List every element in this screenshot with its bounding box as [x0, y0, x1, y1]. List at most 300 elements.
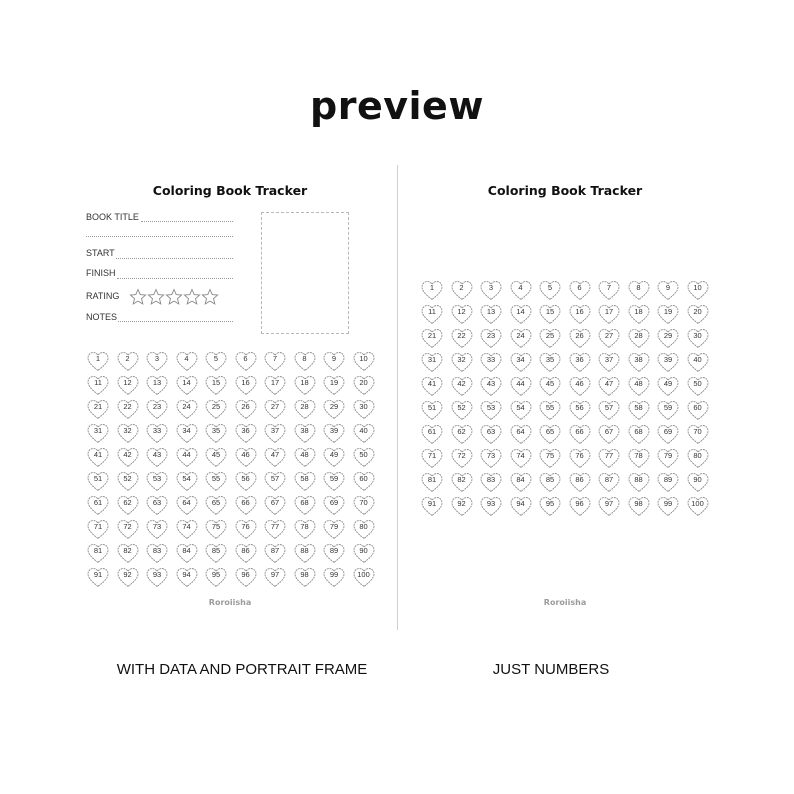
heart-number: 88	[300, 546, 309, 555]
heart-outline-icon	[420, 351, 444, 373]
heart-number: 93	[152, 570, 162, 579]
rating-label: RATING	[86, 291, 120, 301]
heart-outline-icon	[175, 494, 199, 516]
heart-outline-icon	[293, 350, 317, 372]
heart-outline-icon	[568, 495, 592, 517]
heart-number: 29	[329, 402, 339, 411]
book-title-line	[141, 221, 233, 222]
heart-number: 71	[427, 451, 437, 460]
heart-number: 80	[359, 522, 368, 531]
heart-number: 14	[516, 307, 525, 316]
heart-outline-icon	[509, 327, 533, 349]
heart-number: 68	[300, 498, 309, 507]
heart-number: 48	[300, 450, 309, 459]
heart-number: 19	[329, 378, 339, 387]
heart-outline-icon	[597, 303, 621, 325]
heart-number: 28	[634, 331, 643, 340]
heart-number: 5	[213, 354, 219, 363]
heart-number: 36	[241, 426, 250, 435]
heart-outline-icon	[204, 542, 228, 564]
heart-outline-icon	[568, 303, 592, 325]
heart-outline-icon	[293, 542, 317, 564]
finish-label: FINISH	[86, 268, 116, 278]
heart-number: 38	[634, 355, 643, 364]
heart-outline-icon	[656, 279, 680, 301]
heart-outline-icon	[204, 422, 228, 444]
heart-number: 3	[488, 283, 494, 292]
heart-number: 28	[300, 402, 309, 411]
heart-number: 21	[427, 331, 437, 340]
heart-outline-icon	[293, 518, 317, 540]
heart-outline-icon	[568, 327, 592, 349]
heart-outline-icon	[597, 375, 621, 397]
heart-number: 40	[359, 426, 368, 435]
heart-outline-icon	[509, 303, 533, 325]
heart-number: 52	[457, 403, 466, 412]
heart-number: 77	[604, 451, 614, 460]
heart-number: 95	[211, 570, 221, 579]
heart-outline-icon	[204, 350, 228, 372]
heart-outline-icon	[538, 447, 562, 469]
heart-number: 77	[270, 522, 280, 531]
heart-number: 94	[516, 499, 525, 508]
heart-outline-icon	[116, 518, 140, 540]
heart-outline-icon	[86, 518, 110, 540]
left-caption: WITH DATA AND PORTRAIT FRAME	[116, 661, 368, 678]
heart-outline-icon	[479, 399, 503, 421]
heart-outline-icon	[656, 351, 680, 373]
heart-number: 2	[125, 354, 130, 363]
heart-outline-icon	[293, 374, 317, 396]
heart-outline-icon	[420, 375, 444, 397]
heart-number: 26	[575, 331, 584, 340]
heart-number: 31	[93, 426, 103, 435]
heart-outline-icon	[627, 471, 651, 493]
heart-number: 94	[182, 570, 191, 579]
heart-outline-icon	[686, 327, 710, 349]
heart-outline-icon	[686, 471, 710, 493]
heart-outline-icon	[86, 542, 110, 564]
heart-number: 1	[95, 354, 101, 363]
heart-number: 98	[634, 499, 643, 508]
heart-number: 79	[663, 451, 673, 460]
heart-number: 99	[663, 499, 673, 508]
heart-outline-icon	[116, 398, 140, 420]
heart-number: 73	[486, 451, 496, 460]
heart-outline-icon	[568, 471, 592, 493]
heart-number: 42	[457, 379, 466, 388]
heart-number: 25	[545, 331, 555, 340]
heart-outline-icon	[420, 423, 444, 445]
heart-outline-icon	[86, 398, 110, 420]
heart-outline-icon	[175, 566, 199, 588]
heart-outline-icon	[538, 351, 562, 373]
heart-number: 91	[427, 499, 437, 508]
heart-number: 78	[300, 522, 309, 531]
heart-number: 11	[428, 307, 436, 316]
heart-outline-icon	[204, 398, 228, 420]
heart-outline-icon	[263, 398, 287, 420]
heart-number: 51	[427, 403, 437, 412]
heart-number: 86	[575, 475, 584, 484]
heart-number: 85	[545, 475, 555, 484]
heart-outline-icon	[293, 566, 317, 588]
heart-outline-icon	[263, 542, 287, 564]
heart-outline-icon	[352, 566, 376, 588]
heart-outline-icon	[686, 279, 710, 301]
book-title-line-2	[86, 236, 233, 237]
star-outline-icon	[183, 288, 201, 305]
heart-number: 84	[516, 475, 525, 484]
heart-number: 64	[516, 427, 525, 436]
notes-line	[118, 321, 233, 322]
heart-number: 64	[182, 498, 191, 507]
heart-outline-icon	[479, 327, 503, 349]
heart-number: 35	[211, 426, 221, 435]
heart-outline-icon	[420, 279, 444, 301]
heart-outline-icon	[352, 422, 376, 444]
heart-outline-icon	[145, 470, 169, 492]
heart-number: 89	[329, 546, 339, 555]
heart-outline-icon	[145, 518, 169, 540]
heart-outline-icon	[627, 399, 651, 421]
heart-outline-icon	[509, 279, 533, 301]
heart-outline-icon	[597, 327, 621, 349]
heart-outline-icon	[293, 494, 317, 516]
heart-outline-icon	[479, 423, 503, 445]
heart-number: 79	[329, 522, 339, 531]
heart-number: 34	[182, 426, 191, 435]
heart-number: 7	[606, 283, 612, 292]
heart-outline-icon	[86, 470, 110, 492]
heart-outline-icon	[627, 447, 651, 469]
heart-outline-icon	[293, 446, 317, 468]
heart-outline-icon	[322, 422, 346, 444]
heart-number: 55	[545, 403, 555, 412]
page-divider	[397, 165, 398, 630]
heart-number: 76	[575, 451, 584, 460]
heart-number: 15	[545, 307, 555, 316]
heart-outline-icon	[234, 518, 258, 540]
heart-outline-icon	[450, 327, 474, 349]
rating-stars	[129, 288, 219, 305]
heart-outline-icon	[597, 447, 621, 469]
heart-outline-icon	[656, 495, 680, 517]
book-title-label: BOOK TITLE	[86, 212, 139, 222]
heart-outline-icon	[509, 495, 533, 517]
heart-number: 12	[457, 307, 466, 316]
heart-outline-icon	[234, 446, 258, 468]
heart-number: 22	[457, 331, 466, 340]
heart-outline-icon	[86, 422, 110, 444]
heart-number: 69	[663, 427, 673, 436]
heart-number: 34	[516, 355, 525, 364]
heart-number: 36	[575, 355, 584, 364]
heart-number: 52	[123, 474, 132, 483]
heart-number: 8	[302, 354, 307, 363]
heart-outline-icon	[450, 495, 474, 517]
heart-number: 69	[329, 498, 339, 507]
heart-outline-icon	[627, 327, 651, 349]
heart-outline-icon	[450, 471, 474, 493]
heart-number: 39	[329, 426, 339, 435]
heart-outline-icon	[352, 470, 376, 492]
heart-number: 98	[300, 570, 309, 579]
heart-outline-icon	[627, 423, 651, 445]
heart-outline-icon	[479, 279, 503, 301]
heart-number: 99	[329, 570, 339, 579]
heart-number: 38	[300, 426, 309, 435]
heart-number: 42	[123, 450, 132, 459]
heart-outline-icon	[686, 423, 710, 445]
heart-outline-icon	[145, 398, 169, 420]
heart-number: 81	[427, 475, 437, 484]
heart-outline-icon	[204, 518, 228, 540]
heart-number: 96	[241, 570, 250, 579]
heart-number: 67	[270, 498, 280, 507]
heart-number: 54	[516, 403, 525, 412]
heart-outline-icon	[293, 470, 317, 492]
heart-number: 40	[693, 355, 702, 364]
heart-number: 44	[516, 379, 525, 388]
heart-number: 27	[604, 331, 614, 340]
heart-outline-icon	[656, 399, 680, 421]
heart-outline-icon	[234, 470, 258, 492]
heart-number: 37	[270, 426, 280, 435]
heart-number: 67	[604, 427, 614, 436]
heart-outline-icon	[145, 422, 169, 444]
heart-number: 81	[93, 546, 103, 555]
heart-outline-icon	[116, 542, 140, 564]
heart-outline-icon	[479, 303, 503, 325]
start-line	[116, 258, 233, 259]
heart-number: 7	[272, 354, 278, 363]
heart-outline-icon	[420, 495, 444, 517]
heart-outline-icon	[322, 398, 346, 420]
heart-number: 25	[211, 402, 221, 411]
heart-outline-icon	[656, 447, 680, 469]
portrait-frame	[261, 212, 349, 334]
heart-number: 97	[604, 499, 614, 508]
heart-outline-icon	[352, 398, 376, 420]
heart-number: 14	[182, 378, 191, 387]
heart-outline-icon	[204, 470, 228, 492]
heart-number: 12	[123, 378, 132, 387]
heart-number: 59	[663, 403, 673, 412]
heart-number: 24	[182, 402, 191, 411]
heart-number: 48	[634, 379, 643, 388]
heart-outline-icon	[597, 399, 621, 421]
heart-outline-icon	[509, 351, 533, 373]
heart-outline-icon	[597, 351, 621, 373]
heart-number: 41	[93, 450, 103, 459]
heart-number: 78	[634, 451, 643, 460]
heart-number: 95	[545, 499, 555, 508]
heart-number: 32	[123, 426, 132, 435]
heart-number: 86	[241, 546, 250, 555]
heart-number: 100	[357, 570, 370, 579]
heart-outline-icon	[509, 399, 533, 421]
heart-number: 62	[457, 427, 466, 436]
heart-outline-icon	[656, 303, 680, 325]
heart-number: 5	[547, 283, 553, 292]
heart-outline-icon	[352, 374, 376, 396]
heart-number: 44	[182, 450, 191, 459]
heart-number: 71	[93, 522, 103, 531]
heart-number: 60	[693, 403, 702, 412]
heart-number: 6	[243, 354, 248, 363]
heart-outline-icon	[145, 446, 169, 468]
heart-outline-icon	[116, 422, 140, 444]
heart-outline-icon	[450, 351, 474, 373]
heart-outline-icon	[86, 350, 110, 372]
heart-outline-icon	[479, 447, 503, 469]
heart-outline-icon	[322, 566, 346, 588]
heart-outline-icon	[538, 279, 562, 301]
heart-outline-icon	[686, 399, 710, 421]
heart-outline-icon	[450, 399, 474, 421]
heart-number: 100	[691, 499, 704, 508]
heart-outline-icon	[597, 279, 621, 301]
heart-number: 87	[270, 546, 280, 555]
heart-number: 27	[270, 402, 280, 411]
heart-number: 18	[300, 378, 309, 387]
heart-outline-icon	[538, 471, 562, 493]
heart-number: 45	[211, 450, 221, 459]
heart-outline-icon	[479, 375, 503, 397]
heart-outline-icon	[538, 399, 562, 421]
heart-outline-icon	[322, 350, 346, 372]
heart-number: 24	[516, 331, 525, 340]
heart-outline-icon	[322, 446, 346, 468]
heart-number: 97	[270, 570, 280, 579]
heart-outline-icon	[263, 350, 287, 372]
heart-number: 13	[486, 307, 496, 316]
heart-number: 87	[604, 475, 614, 484]
heart-number: 84	[182, 546, 191, 555]
heart-number: 49	[663, 379, 673, 388]
heart-number: 53	[152, 474, 162, 483]
heart-outline-icon	[627, 351, 651, 373]
heart-outline-icon	[450, 303, 474, 325]
heart-outline-icon	[538, 423, 562, 445]
heart-outline-icon	[175, 446, 199, 468]
heart-outline-icon	[263, 518, 287, 540]
heart-number: 66	[575, 427, 584, 436]
heart-number: 70	[693, 427, 702, 436]
heart-outline-icon	[686, 351, 710, 373]
heart-number: 57	[270, 474, 280, 483]
heart-outline-icon	[204, 566, 228, 588]
heart-number: 16	[575, 307, 584, 316]
heart-number: 35	[545, 355, 555, 364]
heart-outline-icon	[479, 495, 503, 517]
heart-number: 58	[300, 474, 309, 483]
heart-outline-icon	[627, 375, 651, 397]
heart-outline-icon	[656, 375, 680, 397]
heart-number: 89	[663, 475, 673, 484]
heart-outline-icon	[538, 375, 562, 397]
heart-number: 92	[123, 570, 132, 579]
heart-outline-icon	[597, 423, 621, 445]
star-outline-icon	[165, 288, 183, 305]
heart-outline-icon	[116, 566, 140, 588]
heart-number: 57	[604, 403, 614, 412]
heart-number: 66	[241, 498, 250, 507]
heart-outline-icon	[538, 327, 562, 349]
heart-outline-icon	[293, 398, 317, 420]
heart-number: 43	[486, 379, 496, 388]
heart-outline-icon	[450, 279, 474, 301]
heart-number: 56	[575, 403, 584, 412]
heart-outline-icon	[352, 446, 376, 468]
heart-outline-icon	[322, 542, 346, 564]
heart-number: 55	[211, 474, 221, 483]
heart-number: 13	[152, 378, 162, 387]
star-outline-icon	[147, 288, 165, 305]
heart-outline-icon	[175, 470, 199, 492]
heart-outline-icon	[116, 494, 140, 516]
heart-number: 29	[663, 331, 673, 340]
heart-number: 96	[575, 499, 584, 508]
heart-number: 41	[427, 379, 437, 388]
heart-outline-icon	[145, 566, 169, 588]
heart-outline-icon	[234, 374, 258, 396]
heart-outline-icon	[568, 399, 592, 421]
heart-number: 59	[329, 474, 339, 483]
heart-outline-icon	[479, 471, 503, 493]
heart-outline-icon	[234, 422, 258, 444]
heart-outline-icon	[322, 374, 346, 396]
heart-outline-icon	[656, 423, 680, 445]
left-page-title: Coloring Book Tracker	[152, 183, 308, 198]
left-brand: Roroiisha	[208, 598, 252, 607]
right-page-title: Coloring Book Tracker	[487, 183, 643, 198]
heart-outline-icon	[263, 446, 287, 468]
heart-outline-icon	[509, 375, 533, 397]
heart-outline-icon	[234, 398, 258, 420]
heart-number: 17	[270, 378, 280, 387]
heart-number: 16	[241, 378, 250, 387]
heart-outline-icon	[234, 350, 258, 372]
heart-number: 72	[457, 451, 466, 460]
heart-number: 47	[604, 379, 614, 388]
heart-outline-icon	[263, 470, 287, 492]
heart-outline-icon	[352, 518, 376, 540]
heart-number: 75	[211, 522, 221, 531]
heart-number: 23	[486, 331, 496, 340]
heart-number: 21	[93, 402, 103, 411]
heart-outline-icon	[322, 494, 346, 516]
heart-number: 74	[516, 451, 525, 460]
heart-outline-icon	[627, 279, 651, 301]
heart-outline-icon	[204, 494, 228, 516]
heart-outline-icon	[86, 374, 110, 396]
heart-number: 90	[693, 475, 702, 484]
heart-outline-icon	[538, 303, 562, 325]
heart-number: 92	[457, 499, 466, 508]
heart-number: 33	[486, 355, 496, 364]
heart-number: 23	[152, 402, 162, 411]
heart-outline-icon	[568, 447, 592, 469]
heart-outline-icon	[145, 542, 169, 564]
heart-number: 75	[545, 451, 555, 460]
heart-outline-icon	[86, 566, 110, 588]
heart-outline-icon	[116, 470, 140, 492]
heart-number: 83	[486, 475, 496, 484]
heart-outline-icon	[509, 447, 533, 469]
heart-number: 46	[575, 379, 584, 388]
